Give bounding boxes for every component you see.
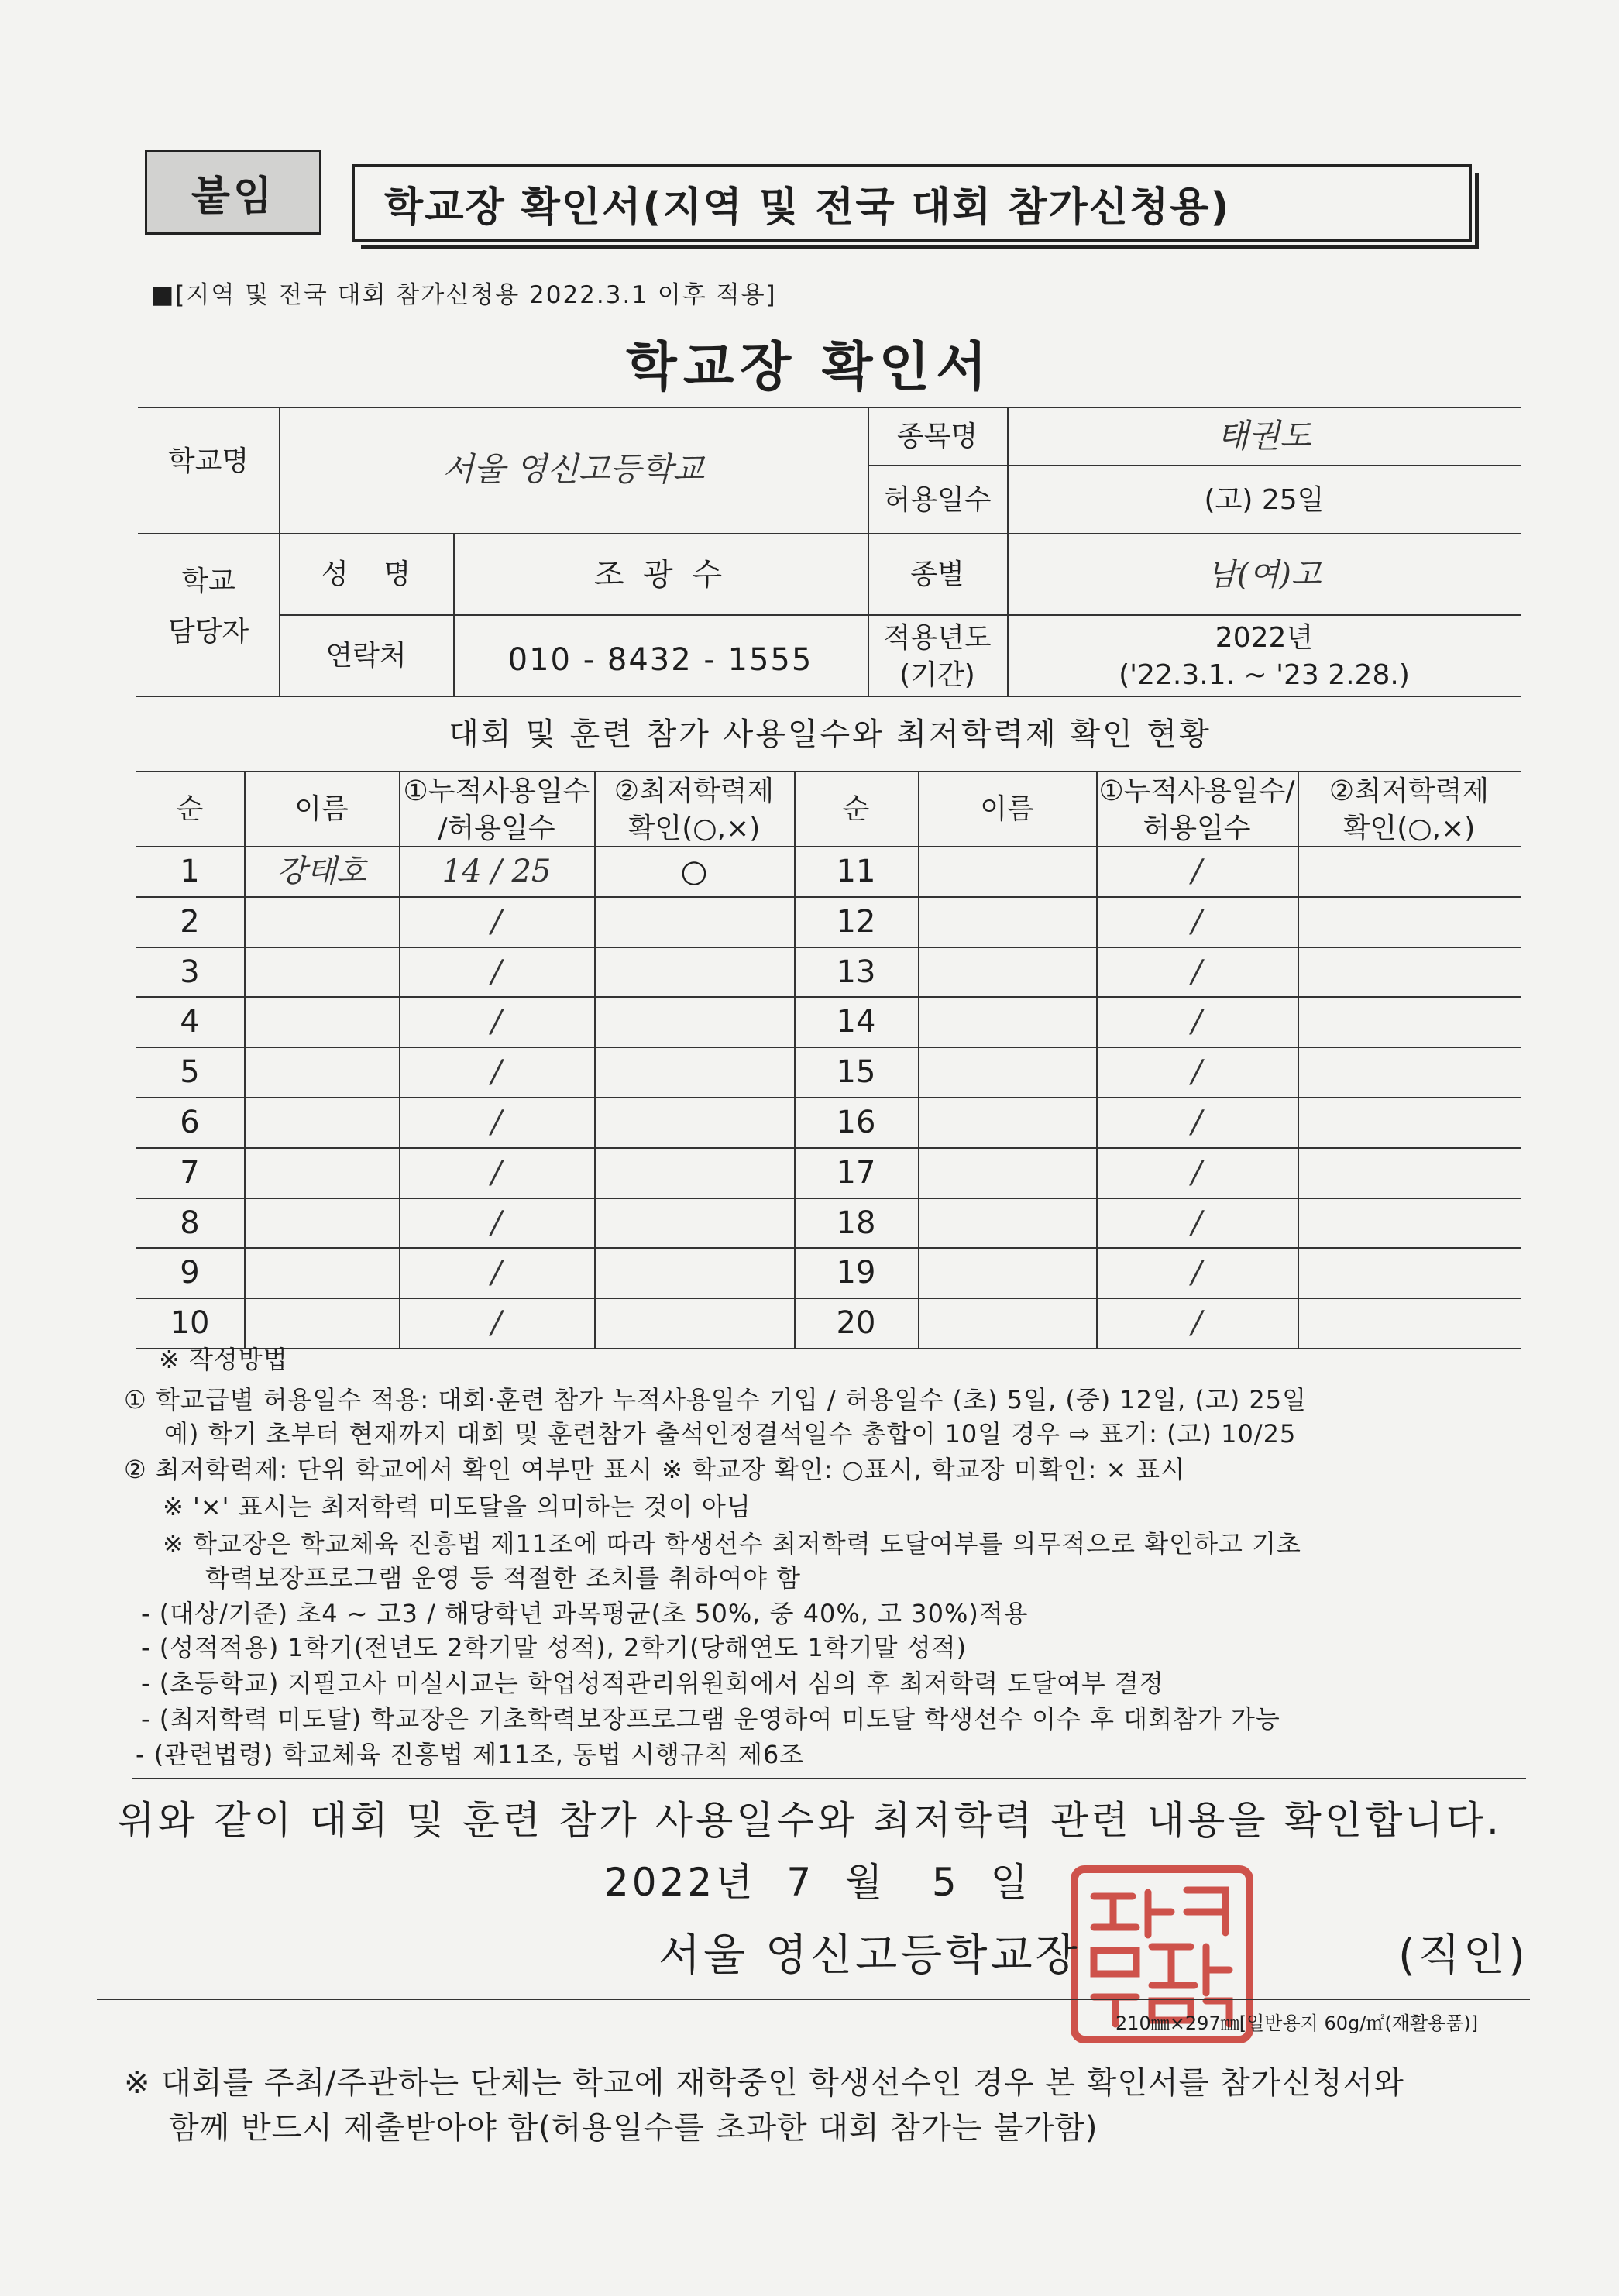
row-number-left: 8 [180,1205,200,1241]
name-label: 성 명 [321,559,411,590]
student-name-left: 강태호 [277,853,366,889]
row-number-left: 2 [180,903,200,940]
note-3: ※ '×' 표시는 최저학력 미도달을 의미하는 것이 아님 [163,1492,751,1521]
allowed-days-value: (고) 25일 [1204,483,1325,516]
usage-days-right: / [1191,1304,1202,1341]
min-academic-check-left [596,1298,792,1348]
student-name-right [919,1298,1095,1348]
period-label-line1: 적용년도 [883,621,992,654]
student-name-right [919,1198,1095,1248]
min-academic-check-left [596,1047,792,1097]
min-academic-check-left [596,1247,792,1298]
usage-days-left: / [491,1205,502,1241]
note-1b: 예) 학기 초부터 현재까지 대회 및 훈련참가 출석인정결석일수 총합이 10일 경우 ⇨ 표기: (고) 10/25 [164,1419,1297,1449]
usage-days-left: / [491,1003,502,1040]
issue-date: 2022년 7 월 5 일 [604,1860,1031,1905]
row-number-right: 11 [836,853,876,889]
col-days-right-line1: ①누적사용일수/ [1098,775,1295,807]
footer-note [124,2061,1404,2150]
row-number-left: 10 [170,1304,210,1341]
allowed-days-label: 허용일수 [883,483,992,516]
row-number-left: 4 [180,1003,200,1040]
student-name-left [246,947,397,997]
student-name-left [246,1097,397,1147]
col-no-right: 순 [842,793,870,825]
min-academic-check-right [1299,1097,1519,1147]
min-academic-check-right [1299,896,1519,947]
detail-2: - (성적적용) 1학기(전년도 2학기말 성적), 2학기(당해연도 1학기말 성적) [141,1633,968,1662]
school-name-value: 서울 영신고등학교 [442,450,704,489]
min-academic-check-left [596,896,792,947]
min-academic-check-right [1299,846,1519,896]
min-academic-check-left [596,1147,792,1198]
row-number-right: 19 [836,1254,876,1291]
usage-days-right: / [1191,1053,1202,1090]
usage-days-left: / [491,1154,502,1191]
student-name-left [246,896,397,947]
gender-label: 종별 [910,559,964,590]
usage-days-right: / [1191,1003,1202,1040]
usage-days-right: / [1191,1254,1202,1291]
notes-heading: ※ 작성방법 [159,1345,288,1374]
attachment-tag: 붙임 [145,150,321,235]
student-name-right [919,1097,1095,1147]
min-academic-check-left: ○ [680,853,708,889]
usage-days-right: / [1191,1104,1202,1140]
school-name-label: 학교명 [167,445,249,477]
col-check-left-line1: ②최저학력제 [614,775,775,807]
row-number-right: 13 [836,954,876,990]
min-academic-check-right [1299,1047,1519,1097]
name-value: 조 광 수 [593,556,727,593]
col-check-right-line1: ②최저학력제 [1329,775,1490,807]
sport-label: 종목명 [896,421,978,452]
row-number-right: 20 [836,1304,876,1341]
usage-days-left: 14 / 25 [442,853,552,889]
student-name-right [919,996,1095,1047]
contact-label: 연락처 [325,640,407,672]
student-name-right [919,947,1095,997]
student-name-right [919,846,1095,896]
row-number-right: 14 [836,1003,876,1040]
col-check-right-line2: 확인(○,×) [1342,812,1476,844]
student-name-left [246,1147,397,1198]
col-days-left-line1: ①누적사용일수 [403,775,590,807]
applicability-note: ■[지역 및 전국 대회 참가신청용 2022.3.1 이후 적용] [151,281,777,309]
row-number-right: 18 [836,1205,876,1241]
student-name-right [919,896,1095,947]
col-name-right: 이름 [980,793,1034,825]
student-name-right [919,1247,1095,1298]
usage-days-right: / [1191,1154,1202,1191]
period-label-line2: (기간) [899,658,975,691]
student-name-left [246,1198,397,1248]
principal-name: 서울 영신고등학교장 [658,1930,1081,1981]
row-number-left: 3 [180,954,200,990]
row-number-right: 12 [836,903,876,940]
gender-value: 남(여)고 [1207,556,1322,593]
row-number-right: 17 [836,1154,876,1191]
footer-line-1: ※ 대회를 주최/주관하는 단체는 학교에 재학중인 학생선수인 경우 본 확인서를 참가신청서와 [124,2065,1404,2101]
min-academic-check-right [1299,996,1519,1047]
detail-1: - (대상/기준) 초4 ~ 고3 / 해당학년 과목평균(초 50%, 중 40%, 고 30%)적용 [141,1599,1029,1628]
note-4a: ※ 학교장은 학교체육 진흥법 제11조에 따라 학생선수 최저학력 도달여부를 의무적으로 확인하고 기초 [163,1529,1301,1559]
min-academic-check-left [596,1198,792,1248]
manager-label-line1: 학교 [181,565,235,597]
note-2: ② 최저학력제: 단위 학교에서 확인 여부만 표시 ※ 학교장 확인: ○표시, 학교장 미확인: × 표시 [124,1455,1186,1484]
min-academic-check-left [596,947,792,997]
document-title: 학교장 확인서 [626,337,993,398]
row-number-right: 16 [836,1104,876,1140]
student-name-right [919,1147,1095,1198]
usage-days-right: / [1191,853,1202,889]
min-academic-check-left [596,996,792,1047]
usage-table-title: 대회 및 훈련 참가 사용일수와 최저학력제 확인 현황 [449,716,1212,752]
paper-spec: 210㎜×297㎜[일반용지 60g/㎡(재활용품)] [1115,2012,1479,2034]
manager-label-line2: 담당자 [167,615,249,648]
note-1a: ① 학교급별 허용일수 적용: 대회·훈련 참가 누적사용일수 기입 / 허용일수 (초) 5일, (중) 12일, (고) 25일 [124,1385,1308,1414]
student-name-left [246,1298,397,1348]
row-number-left: 1 [180,853,200,889]
footer-line-2: 함께 반드시 제출받아야 함(허용일수를 초과한 대회 참가는 불가함) [169,2110,1098,2146]
header-title-box [352,164,1472,242]
detail-4: - (최저학력 미도달) 학교장은 기초학력보장프로그램 운영하여 미도달 학생선수 이수 후 대회참가 가능 [141,1704,1280,1734]
usage-days-left: / [491,903,502,940]
usage-days-left: / [491,954,502,990]
col-days-left-line2: /허용일수 [438,812,555,844]
student-name-left [246,996,397,1047]
min-academic-check-right [1299,1147,1519,1198]
confirmation-statement: 위와 같이 대회 및 훈련 참가 사용일수와 최저학력 관련 내용을 확인합니다. [117,1798,1502,1843]
period-value-line2: ('22.3.1. ~ '23 2.28.) [1119,658,1410,691]
row-number-left: 5 [180,1053,200,1090]
min-academic-check-right [1299,1247,1519,1298]
seal-label: (직인) [1398,1930,1528,1981]
min-academic-check-right [1299,1298,1519,1348]
student-name-left [246,1047,397,1097]
row-number-left: 7 [180,1154,200,1191]
col-days-right-line2: 허용일수 [1143,812,1251,844]
sport-value: 태권도 [1217,417,1311,455]
usage-days-right: / [1191,903,1202,940]
usage-days-left: / [491,1304,502,1341]
detail-3: - (초등학교) 지필고사 미실시교는 학업성적관리위원회에서 심의 후 최저학력 도달여부 결정 [141,1669,1164,1698]
usage-days-left: / [491,1254,502,1291]
min-academic-check-right [1299,1198,1519,1248]
usage-days-left: / [491,1104,502,1140]
col-name-left: 이름 [294,793,349,825]
row-number-left: 6 [180,1104,200,1140]
usage-days-left: / [491,1053,502,1090]
period-value-line1: 2022년 [1215,621,1314,654]
row-number-right: 15 [836,1053,876,1090]
usage-days-right: / [1191,1205,1202,1241]
col-no-left: 순 [176,793,204,825]
student-name-left [246,1247,397,1298]
row-number-left: 9 [180,1254,200,1291]
usage-days-right: / [1191,954,1202,990]
header-title: 학교장 확인서(지역 및 전국 대회 참가신청용) [384,184,1231,231]
col-check-left-line2: 확인(○,×) [627,812,761,844]
min-academic-check-right [1299,947,1519,997]
student-name-right [919,1047,1095,1097]
note-4b: 학력보장프로그램 운영 등 적절한 조치를 취하여야 함 [205,1563,802,1593]
detail-5: - (관련법령) 학교체육 진흥법 제11조, 동법 시행규칙 제6조 [136,1740,805,1769]
contact-value: 010 - 8432 - 1555 [507,641,813,678]
min-academic-check-left [596,1097,792,1147]
